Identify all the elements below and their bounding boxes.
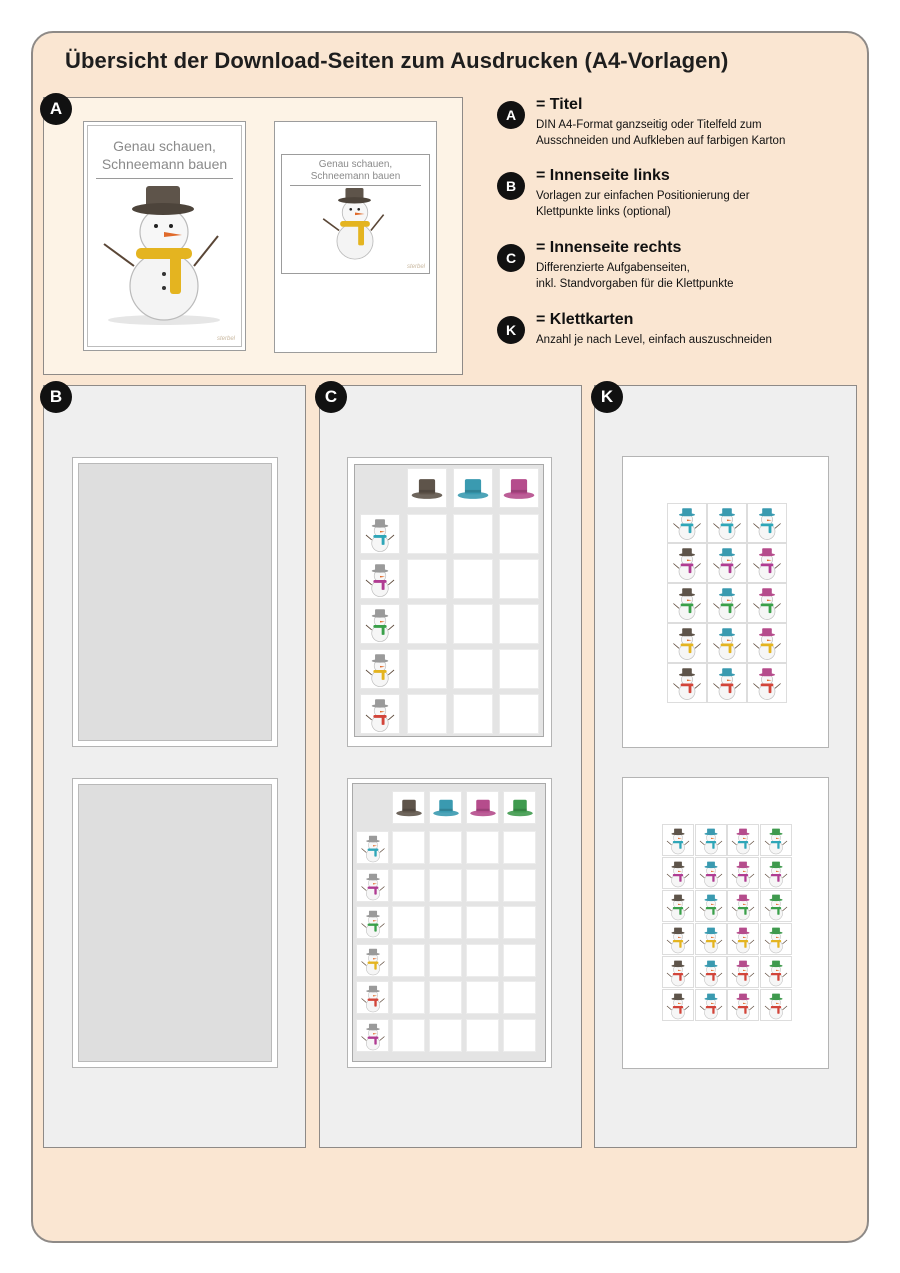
velcro-card xyxy=(695,989,727,1021)
task-page-level2 xyxy=(347,778,552,1068)
answer-cell xyxy=(453,649,493,689)
snowman-card-icon xyxy=(711,625,743,662)
titlefield-line1: Genau schauen, xyxy=(318,159,393,170)
snowman-card-icon xyxy=(711,585,743,622)
velcro-card xyxy=(747,623,787,663)
section-k-badge: K xyxy=(591,381,623,413)
snowman-card-icon xyxy=(359,983,387,1014)
velcro-card xyxy=(747,663,787,703)
snowman-card-icon xyxy=(363,561,397,599)
snowman-card-icon xyxy=(665,859,691,889)
snowman-row-cell xyxy=(356,981,389,1014)
snowman-card-icon xyxy=(763,925,789,955)
velcro-card xyxy=(727,923,759,955)
snowman-card-icon xyxy=(730,958,756,988)
snowman-row-cell xyxy=(360,514,400,554)
hat-header-cell xyxy=(407,468,447,508)
velcro-card xyxy=(667,543,707,583)
snowman-card-icon xyxy=(763,826,789,856)
answer-cell xyxy=(429,869,462,902)
snowman-row-cell xyxy=(356,869,389,902)
titlefield-line2: Schneemann bauen xyxy=(310,171,401,182)
velcro-card xyxy=(760,824,792,856)
hat-icon xyxy=(505,796,535,820)
snowman-card-icon xyxy=(671,585,703,622)
snowman-card-icon xyxy=(730,925,756,955)
snowman-card-icon xyxy=(711,665,743,702)
snowman-card-icon xyxy=(763,892,789,922)
snowman-row-cell xyxy=(360,604,400,644)
answer-cell xyxy=(503,944,536,977)
velcro-card xyxy=(667,623,707,663)
hat-header-cell xyxy=(453,468,493,508)
snowman-card-icon xyxy=(751,665,783,702)
velcro-card xyxy=(760,956,792,988)
legend-desc: Differenzierte Aufgabenseiten, inkl. Standvorgaben für die Klettpunkte xyxy=(536,262,734,290)
snowman-card-icon xyxy=(698,958,724,988)
answer-cell xyxy=(392,869,425,902)
snowman-illustration-small xyxy=(320,177,390,267)
snowman-card-icon xyxy=(665,826,691,856)
velcro-card xyxy=(707,663,747,703)
section-a-badge: A xyxy=(40,93,72,125)
legend-badge: K xyxy=(497,316,525,344)
hat-icon xyxy=(455,474,491,504)
hat-header-cell xyxy=(466,791,499,824)
snowman-card-icon xyxy=(698,892,724,922)
answer-cell xyxy=(453,604,493,644)
velcro-card xyxy=(662,989,694,1021)
snowman-card-icon xyxy=(730,991,756,1021)
velcro-card xyxy=(707,583,747,623)
velcro-card xyxy=(707,543,747,583)
answer-cell xyxy=(499,604,539,644)
snowman-card-icon xyxy=(359,871,387,902)
answer-cell xyxy=(466,831,499,864)
section-b-badge: B xyxy=(40,381,72,413)
snowman-card-icon xyxy=(363,516,397,554)
cover-page-full xyxy=(83,121,246,351)
snowman-card-icon xyxy=(665,991,691,1021)
answer-cell xyxy=(499,694,539,734)
velcro-card xyxy=(727,857,759,889)
snowman-card-icon xyxy=(665,925,691,955)
snowman-card-icon xyxy=(711,505,743,542)
snowman-card-icon xyxy=(671,665,703,702)
snowman-card-icon xyxy=(363,696,397,734)
snowman-card-icon xyxy=(359,833,387,864)
legend-heading: = Titel xyxy=(536,96,583,113)
answer-cell xyxy=(429,944,462,977)
velcro-card xyxy=(662,923,694,955)
legend-heading: = Klettkarten xyxy=(536,311,634,328)
velcro-card xyxy=(727,989,759,1021)
legend-desc: Vorlagen zur einfachen Positionierung der Klettpunkte links (optional) xyxy=(536,190,750,218)
legend-desc: DIN A4-Format ganzseitig oder Titelfeld zum Ausschneiden und Aufkleben auf farbigen Karton xyxy=(536,119,786,147)
snowman-card-icon xyxy=(698,859,724,889)
snowman-row-cell xyxy=(360,649,400,689)
hat-icon xyxy=(409,474,445,504)
answer-cell xyxy=(392,944,425,977)
title-field xyxy=(281,154,430,274)
snowman-card-icon xyxy=(763,958,789,988)
answer-cell xyxy=(429,831,462,864)
answer-cell xyxy=(466,1019,499,1052)
answer-cell xyxy=(407,514,447,554)
hat-header-cell xyxy=(429,791,462,824)
hat-header-cell xyxy=(503,791,536,824)
snowman-card-icon xyxy=(363,651,397,689)
snowman-row-cell xyxy=(360,559,400,599)
velcro-card xyxy=(760,923,792,955)
snowman-card-icon xyxy=(665,958,691,988)
velcro-card xyxy=(695,824,727,856)
snowman-row-cell xyxy=(356,1019,389,1052)
velcro-card xyxy=(747,543,787,583)
velcro-card xyxy=(695,956,727,988)
snowman-illustration xyxy=(98,174,230,326)
snowman-card-icon xyxy=(698,826,724,856)
snowman-card-icon xyxy=(359,946,387,977)
hat-icon xyxy=(501,474,537,504)
snowman-row-cell xyxy=(360,694,400,734)
answer-cell xyxy=(466,869,499,902)
velcro-card xyxy=(707,623,747,663)
velcro-card xyxy=(667,503,707,543)
legend-heading: = Innenseite rechts xyxy=(536,239,682,256)
cover-logo: sterbel xyxy=(216,336,235,342)
answer-cell xyxy=(392,906,425,939)
answer-cell xyxy=(407,604,447,644)
answer-cell xyxy=(407,559,447,599)
legend-badge: C xyxy=(497,244,525,272)
velcro-card xyxy=(707,503,747,543)
snowman-card-icon xyxy=(363,606,397,644)
velcro-card xyxy=(760,989,792,1021)
velcro-template-page xyxy=(72,457,278,747)
answer-cell xyxy=(503,906,536,939)
velcro-template-page xyxy=(72,778,278,1068)
snowman-row-cell xyxy=(356,831,389,864)
velcro-card xyxy=(662,956,694,988)
answer-cell xyxy=(503,869,536,902)
snowman-card-icon xyxy=(698,991,724,1021)
hat-icon xyxy=(468,796,498,820)
answer-cell xyxy=(392,831,425,864)
answer-cell xyxy=(392,981,425,1014)
snowman-card-icon xyxy=(730,826,756,856)
answer-cell xyxy=(466,981,499,1014)
snowman-card-icon xyxy=(763,859,789,889)
titlefield-logo: sterbel xyxy=(406,264,425,270)
answer-cell xyxy=(453,694,493,734)
velcro-card xyxy=(727,824,759,856)
velcro-card xyxy=(695,923,727,955)
velcro-card xyxy=(760,857,792,889)
answer-cell xyxy=(503,1019,536,1052)
legend-desc: Anzahl je nach Level, einfach auszuschneiden xyxy=(536,334,772,346)
snowman-card-icon xyxy=(665,892,691,922)
velcro-cards-page-level2 xyxy=(622,777,829,1069)
answer-cell xyxy=(429,981,462,1014)
answer-cell xyxy=(453,559,493,599)
legend-heading: = Innenseite links xyxy=(536,167,670,184)
snowman-card-icon xyxy=(751,505,783,542)
velcro-card xyxy=(760,890,792,922)
snowman-card-icon xyxy=(359,1021,387,1052)
snowman-card-icon xyxy=(671,625,703,662)
velcro-card xyxy=(695,857,727,889)
legend-badge: B xyxy=(497,172,525,200)
snowman-card-icon xyxy=(730,859,756,889)
hat-icon xyxy=(394,796,424,820)
answer-cell xyxy=(466,906,499,939)
snowman-card-icon xyxy=(751,585,783,622)
snowman-card-icon xyxy=(711,545,743,582)
answer-cell xyxy=(503,981,536,1014)
snowman-card-icon xyxy=(671,505,703,542)
velcro-card xyxy=(662,890,694,922)
velcro-card xyxy=(747,583,787,623)
velcro-card xyxy=(667,663,707,703)
hat-header-cell xyxy=(499,468,539,508)
task-page-level1 xyxy=(347,457,552,747)
cover-title-line2: Schneemann bauen xyxy=(101,156,228,172)
answer-cell xyxy=(392,1019,425,1052)
velcro-card xyxy=(662,857,694,889)
snowman-row-cell xyxy=(356,944,389,977)
velcro-card xyxy=(727,890,759,922)
answer-cell xyxy=(503,831,536,864)
answer-cell xyxy=(429,906,462,939)
answer-cell xyxy=(499,559,539,599)
answer-cell xyxy=(499,514,539,554)
velcro-card xyxy=(662,824,694,856)
answer-cell xyxy=(453,514,493,554)
hat-header-cell xyxy=(392,791,425,824)
velcro-card xyxy=(695,890,727,922)
velcro-card xyxy=(727,956,759,988)
snowman-card-icon xyxy=(751,545,783,582)
cover-title-line1: Genau schauen, xyxy=(113,138,216,154)
snowman-card-icon xyxy=(671,545,703,582)
answer-cell xyxy=(407,694,447,734)
velcro-card xyxy=(747,503,787,543)
answer-cell xyxy=(499,649,539,689)
velcro-card xyxy=(667,583,707,623)
legend-badge: A xyxy=(497,101,525,129)
snowman-card-icon xyxy=(730,892,756,922)
hat-icon xyxy=(431,796,461,820)
answer-cell xyxy=(407,649,447,689)
section-c-badge: C xyxy=(315,381,347,413)
snowman-card-icon xyxy=(751,625,783,662)
snowman-card-icon xyxy=(763,991,789,1021)
answer-cell xyxy=(429,1019,462,1052)
velcro-cards-page-level1 xyxy=(622,456,829,748)
page-title: Übersicht der Download-Seiten zum Ausdrucken (A4-Vorlagen) xyxy=(65,48,729,73)
snowman-card-icon xyxy=(359,908,387,939)
answer-cell xyxy=(466,944,499,977)
snowman-row-cell xyxy=(356,906,389,939)
snowman-card-icon xyxy=(698,925,724,955)
